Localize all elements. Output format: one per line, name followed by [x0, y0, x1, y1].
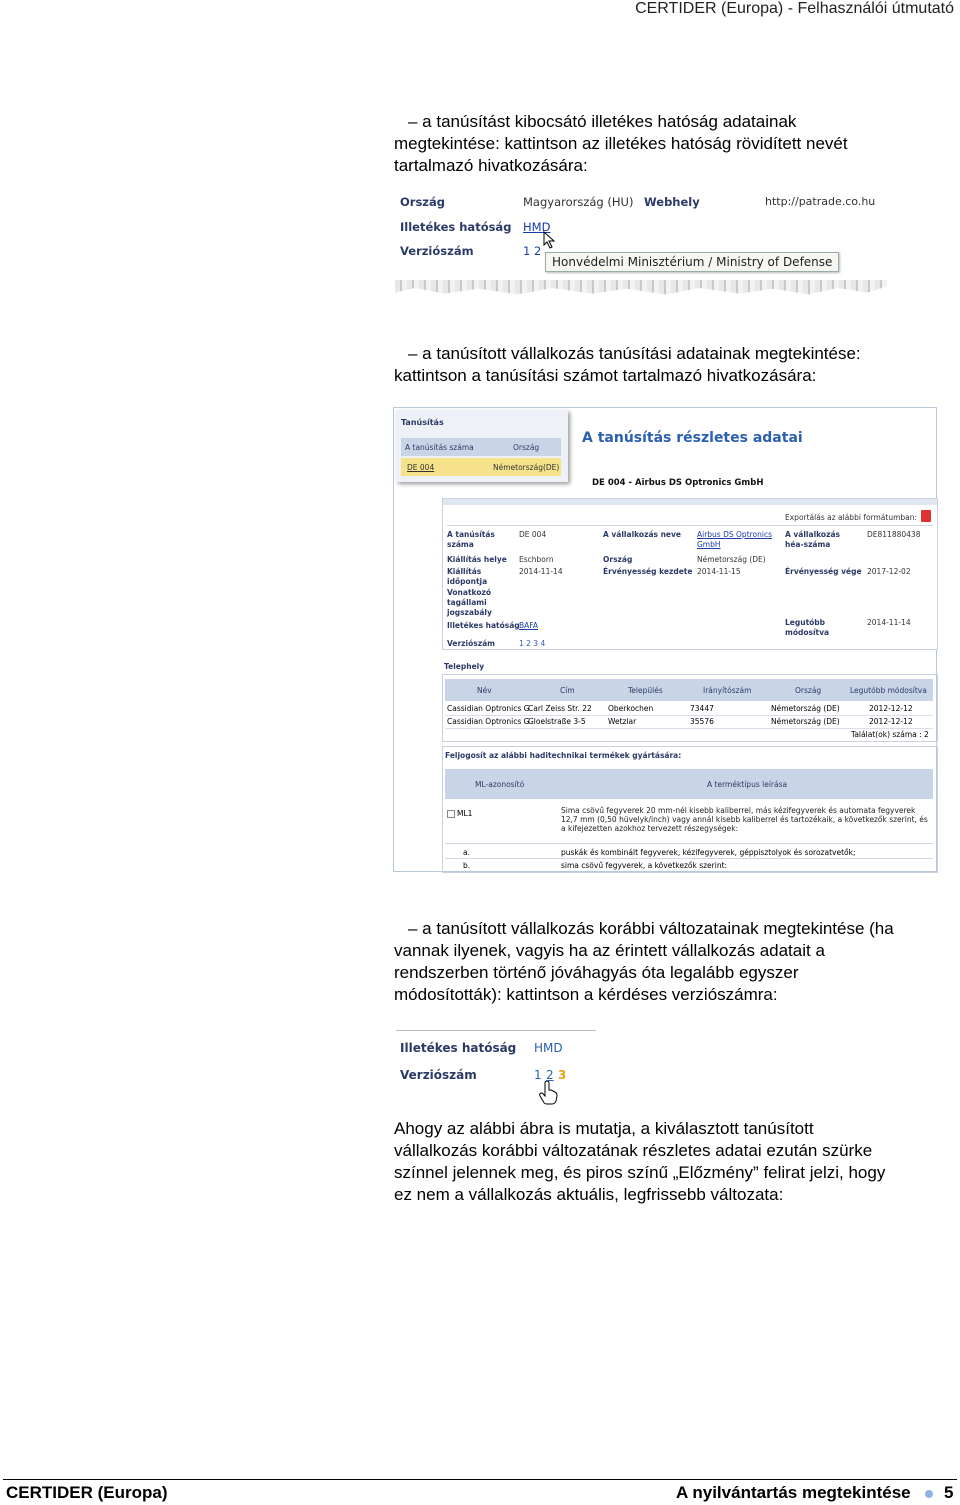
- company-link[interactable]: Airbus DS Optronics GmbH: [697, 530, 773, 549]
- col-header: Ország: [795, 686, 822, 695]
- footer-section: A nyilvántartás megtekintése: [676, 1483, 911, 1502]
- table-row: [445, 703, 933, 716]
- version-links[interactable]: 1 2 3 4: [519, 639, 546, 648]
- version-label: Verziószám: [400, 1068, 477, 1082]
- field-label: Kiállítás helye: [447, 555, 507, 564]
- text-line: Ahogy az alábbi ábra is mutatja, a kiválasztott tanúsított: [394, 1119, 814, 1138]
- col-header: Legutóbb módosítva: [850, 686, 927, 695]
- product-table: [442, 746, 938, 873]
- field-label: Verziószám: [447, 639, 495, 648]
- detail-subtitle: DE 004 - Airbus DS Optronics GmbH: [592, 478, 764, 488]
- text-line: vannak ilyenek, vagyis ha az érintett vállalkozás adatait a: [394, 941, 825, 960]
- product-title: Feljogosít az alábbi haditechnikai termékek gyártására:: [445, 751, 682, 760]
- footer-left: CERTIDER (Europa): [6, 1483, 168, 1502]
- text-line: megtekintése: kattintson az illetékes hatóság rövidített nevét: [394, 134, 848, 153]
- product-description: Sima csövű fegyverek 20 mm-nél kisebb kaliberrel, más kézifegyverek és automata fegyverek 12,7 mm (0,50 hüvelyk/inch) vagy annál kisebb kaliberrel és tartozékaik, a következők szerint, és a kifejezetten azokhoz tervezett részegységek:: [561, 806, 928, 833]
- field-label: Legutóbb módosítva: [785, 618, 830, 637]
- text-line: tartalmazó hivatkozására:: [394, 156, 588, 175]
- text-line: – a tanúsított vállalkozás korábbi változatainak megtekintése (ha: [408, 919, 894, 938]
- version-3-link[interactable]: 3: [558, 1068, 567, 1082]
- torn-edge: [395, 280, 887, 296]
- panel-row[interactable]: [401, 458, 561, 476]
- text-line: színnel jelennek meg, és piros színű „Előzmény” felirat jelzi, hogy: [394, 1163, 886, 1182]
- sub-description: sima csövű fegyverek, a következők szerint:: [561, 861, 728, 870]
- sub-description: puskák és kombinált fegyverek, kézifegyverek, géppisztolyok és sorozatvetők;: [561, 848, 856, 857]
- col-header: A terméktípus leírása: [707, 780, 788, 789]
- col-header: Település: [628, 686, 663, 695]
- certificate-details-screenshot: [393, 407, 937, 872]
- cell: 73447: [690, 704, 714, 713]
- col-header: ML-azonosító: [475, 780, 525, 789]
- pdf-icon[interactable]: [921, 510, 931, 522]
- text-line: – a tanúsított vállalkozás tanúsítási adatainak megtekintése:: [408, 344, 861, 363]
- field-label: Érvényesség vége: [785, 567, 862, 576]
- ml-id: ML1: [457, 809, 473, 818]
- col-header: Név: [477, 686, 492, 695]
- version-screenshot: [396, 1030, 596, 1087]
- version-label: Verziószám: [400, 244, 474, 258]
- panel-title: Tanúsítás: [401, 418, 444, 427]
- paragraph-certificate: [394, 343, 954, 387]
- site-table: [442, 674, 938, 742]
- details-panel: [442, 498, 938, 650]
- version-1-link[interactable]: 1: [534, 1068, 542, 1082]
- field-label: Illetékes hatóság: [447, 621, 520, 630]
- field-label: Vonatkozó tagállami jogszabály: [447, 588, 492, 617]
- field-value: Németország (DE): [697, 555, 766, 564]
- field-value: 2014-11-14: [867, 618, 911, 627]
- authority-screenshot: [395, 193, 885, 291]
- field-label: A vállalkozás héa-száma: [785, 530, 840, 549]
- result-count: Találat(ok) száma : 2: [851, 730, 929, 739]
- country-value: Magyarország (HU): [523, 195, 634, 209]
- paragraph-history: [394, 1118, 954, 1206]
- version-values[interactable]: 1 2: [523, 244, 542, 258]
- authority-label: Illetékes hatóság: [400, 220, 512, 234]
- field-value: DE811880438: [867, 530, 921, 539]
- product-table-header: [445, 769, 933, 799]
- text-line: módosították): kattintson a kérdéses verziószámra:: [394, 985, 778, 1004]
- cell: 35576: [690, 717, 714, 726]
- col-header: Irányítószám: [703, 686, 752, 695]
- authority-link[interactable]: HMD: [523, 220, 551, 234]
- field-value: 2014-11-14: [519, 567, 563, 576]
- sub-id: b.: [463, 861, 471, 870]
- col-country: Ország: [513, 443, 540, 452]
- col-number: A tanúsítás száma: [405, 443, 474, 452]
- field-label: A vállalkozás neve: [603, 530, 681, 539]
- cell: Wetzlar: [608, 717, 637, 726]
- certificate-number-link[interactable]: DE 004: [407, 463, 435, 472]
- field-label: Érvényesség kezdete: [603, 567, 693, 576]
- hand-cursor-icon: [538, 1081, 558, 1110]
- version-2-link[interactable]: 2: [546, 1068, 554, 1082]
- cell: 2012-12-12: [869, 717, 913, 726]
- detail-title: A tanúsítás részletes adatai: [582, 430, 803, 446]
- footer-divider: [3, 1479, 957, 1480]
- col-header: Cím: [560, 686, 575, 695]
- cell: Németország (DE): [771, 704, 840, 713]
- paragraph-versions: [394, 918, 954, 1006]
- field-value: DE 004: [519, 530, 547, 539]
- tooltip: Honvédelmi Minisztérium / Ministry of Defense: [545, 252, 839, 272]
- cell: Cassidian Optronics G: [447, 704, 530, 713]
- authority-label: Illetékes hatóság: [400, 1041, 517, 1055]
- export-label: Exportálás az alábbi formátumban:: [785, 513, 918, 522]
- collapse-icon[interactable]: [447, 810, 455, 818]
- cell: Cassidian Optronics G: [447, 717, 530, 726]
- field-label: Kiállítás időpontja: [447, 567, 488, 586]
- cell: Gloelstraße 3-5: [528, 717, 586, 726]
- authority-value[interactable]: HMD: [534, 1041, 563, 1055]
- cell: Carl Zeiss Str. 22: [528, 704, 592, 713]
- cell: 2012-12-12: [869, 704, 913, 713]
- sub-id: a.: [463, 848, 470, 857]
- text-line: ez nem a vállalkozás aktuális, legfrissebb változata:: [394, 1185, 784, 1204]
- text-line: rendszerben történő jóváhagyás óta legalább egyszer: [394, 963, 799, 982]
- site-table-header: [445, 679, 933, 701]
- paragraph-authority: [394, 111, 954, 177]
- site-title: Telephely: [444, 662, 485, 671]
- table-row: [445, 716, 933, 729]
- text-line: – a tanúsítást kibocsátó illetékes hatóság adatainak: [408, 112, 797, 131]
- bullet-icon: [925, 1490, 933, 1498]
- website-label: Webhely: [644, 195, 700, 209]
- text-line: kattintson a tanúsítási számot tartalmazó hivatkozására:: [394, 366, 817, 385]
- certificate-list-panel: [396, 410, 568, 482]
- website-value: http://patrade.co.hu: [765, 195, 876, 208]
- field-label: Ország: [603, 555, 633, 564]
- field-value: 2017-12-02: [867, 567, 911, 576]
- page-number: 5: [944, 1483, 954, 1502]
- authority-link[interactable]: BAFA: [519, 621, 539, 630]
- field-value: 2014-11-15: [697, 567, 741, 576]
- panel-table-header: [401, 438, 561, 456]
- field-label: A tanúsítás száma: [447, 530, 495, 549]
- cell: Németország (DE): [771, 717, 840, 726]
- field-value: Eschborn: [519, 555, 554, 564]
- row-country: Németország(DE): [493, 463, 560, 472]
- cell: Oberkochen: [608, 704, 654, 713]
- country-label: Ország: [400, 195, 445, 209]
- page-header: CERTIDER (Europa) - Felhasználói útmutató: [635, 0, 954, 17]
- text-line: vállalkozás korábbi változatának részletes adatai ezután szürke: [394, 1141, 873, 1160]
